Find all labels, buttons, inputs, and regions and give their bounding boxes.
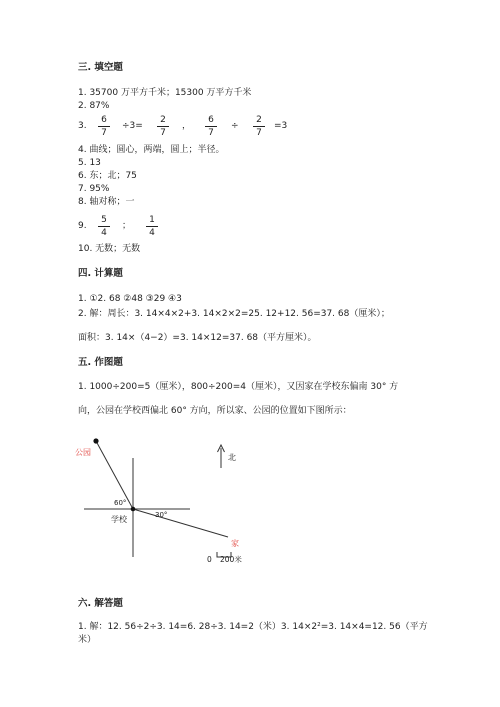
school-label: 学校	[111, 515, 127, 524]
park-label: 公园	[75, 448, 91, 457]
scale-zero-label: 0	[207, 555, 212, 564]
solution-answer-line-1: 1. 解：12. 56÷2÷3. 14=6. 28÷3. 14=2（米）3. 14×2²=3. 14×4=12. 56（平方	[78, 622, 428, 632]
fill-answer-8: 8. 轴对称；一	[78, 197, 135, 207]
angle-60-label: 60°	[114, 499, 127, 507]
fill-answer-9-label: 9.	[78, 221, 87, 231]
home-label: 家	[231, 539, 239, 548]
fill-answer-3-label: 3.	[78, 121, 87, 131]
fraction-numerator: 6	[101, 115, 107, 125]
calc-answer-1: 1. ①2. 68 ②48 ③29 ④3	[78, 294, 182, 304]
north-label: 北	[228, 453, 236, 462]
equals-text: =3	[274, 121, 288, 131]
fraction-numerator: 1	[149, 215, 155, 225]
fraction-denominator: 7	[208, 128, 214, 138]
fill-answer-10: 10. 无数；无数	[78, 244, 141, 254]
division-text: ÷3=	[122, 121, 143, 131]
fill-answer-6: 6. 东；北；75	[78, 171, 137, 181]
fill-answer-1: 1. 35700 万平方千米；15300 万平方千米	[78, 88, 252, 98]
separator-text: ；	[122, 221, 132, 231]
fraction-denominator: 4	[149, 228, 155, 238]
fraction-numerator: 2	[256, 115, 262, 125]
fraction-numerator: 2	[160, 115, 166, 125]
section-title-calculation: 四. 计算题	[78, 268, 123, 279]
fill-answer-2: 2. 87%	[78, 101, 110, 111]
school-point	[131, 507, 136, 512]
school-home-line	[133, 509, 228, 537]
fill-answer-4: 4. 曲线；圆心，两端，圆上；半径。	[78, 145, 225, 155]
fill-answer-7: 7. 95%	[78, 184, 110, 194]
fraction-numerator: 6	[208, 115, 214, 125]
park-point	[93, 438, 98, 443]
calc-answer-2: 2. 解：周长：3. 14×4×2+3. 14×2×2=25. 12+12. 56=37. 68（厘米）；	[78, 309, 390, 319]
fraction-denominator: 7	[160, 128, 166, 138]
drawing-answer-line-1: 1. 1000÷200=5（厘米），800÷200=4（厘米），又因家在学校东偏南 30° 方	[78, 382, 399, 392]
solution-answer-line-2: 米）	[78, 635, 97, 645]
drawing-answer-line-2: 向，公园在学校西偏北 60° 方向，所以家、公园的位置如下图所示：	[78, 406, 352, 416]
fill-answer-5: 5. 13	[78, 158, 101, 168]
fraction-denominator: 7	[256, 128, 262, 138]
section-title-drawing: 五. 作图题	[78, 357, 123, 368]
division-text: ÷	[231, 121, 239, 131]
scale-distance-label: 200米	[220, 555, 242, 564]
section-title-fill-blank: 三. 填空题	[78, 62, 123, 73]
section-title-solution: 六. 解答题	[78, 598, 123, 609]
fraction-numerator: 5	[101, 215, 107, 225]
fraction-denominator: 4	[101, 228, 107, 238]
comma-text: ，	[182, 121, 192, 131]
calc-answer-3: 面积：3. 14×（4−2）=3. 14×12=37. 68（平方厘米）。	[78, 333, 317, 343]
angle-30-label: 30°	[155, 511, 168, 519]
fraction-denominator: 7	[101, 128, 107, 138]
